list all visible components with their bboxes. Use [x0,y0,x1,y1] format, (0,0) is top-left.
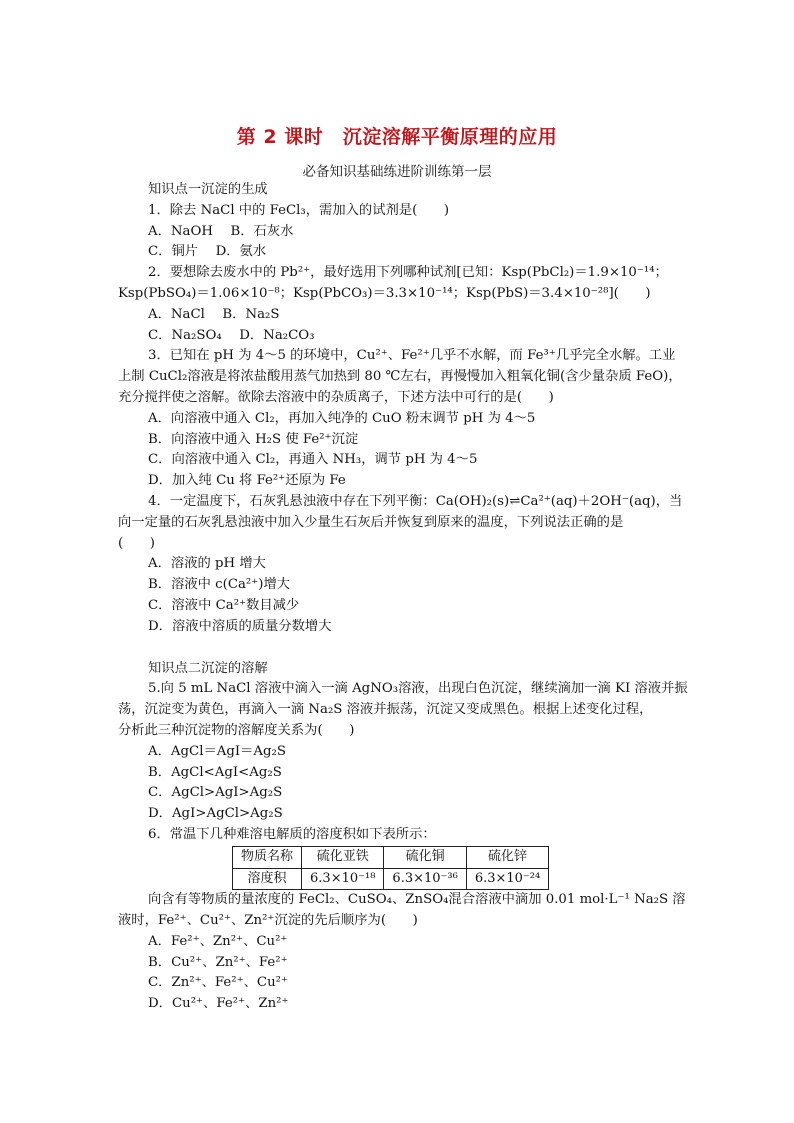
q4-option-b: B．溶液中 c(Ca²⁺)增大 [148,577,291,593]
q3-option-b: B．向溶液中通入 H₂S 使 Fe²⁺沉淀 [148,431,359,447]
q5-option-b: B．AgCl<AgI<Ag₂S [148,764,282,780]
q6-stem-after-line2: 液时，Fe²⁺、Cu²⁺、Zn²⁺沉淀的先后顺序为( ) [118,913,418,929]
question-content [118,180,688,1015]
q4-stem-line3: ( ) [118,535,155,551]
q6-option-b: B．Cu²⁺、Zn²⁺、Fe²⁺ [148,954,288,970]
q5-stem-line3: 分析此三种沉淀物的溶解度关系为( ) [118,722,355,738]
q5-stem-line2: 荡，沉淀变为黄色，再滴入一滴 Na₂S 溶液并振荡，沉淀又变成黑色。根据上述变化过程， [118,702,653,718]
section-heading-2: 知识点二沉淀的溶解 [148,660,268,676]
q1-options-ab: A．NaOH B．石灰水 [148,223,294,239]
q2-stem-line2: Ksp(PbSO₄)＝1.06×10⁻⁸；Ksp(PbCO₃)＝3.3×10⁻¹⁴；Ksp(PbS)＝3.4×10⁻²⁸]( ) [118,285,651,301]
q6-stem-after-line1: 向含有等物质的量浓度的 FeCl₂、CuSO₄、ZnSO₄混合溶液中滴加 0.01 mol·L⁻¹ Na₂S 溶 [148,892,686,908]
q3-stem-line2: 上制 CuCl₂溶液是将浓盐酸用蒸气加热到 80 ℃左右，再慢慢加入粗氧化铜(含少量杂质 FeO)， [118,369,682,385]
q5-option-c: C．AgCl>AgI>Ag₂S [148,785,283,801]
q3-option-a: A．向溶液中通入 Cl₂，再加入纯净的 CuO 粉末调节 pH 为 4～5 [148,410,536,426]
table-cell: 6.3×10⁻²⁴ [466,868,548,890]
q4-stem-line2: 向一定量的石灰乳悬浊液中加入少量生石灰后并恢复到原来的温度，下列说法正确的是 [118,514,624,530]
q3-option-c: C．向溶液中通入 Cl₂，再通入 NH₃，调节 pH 为 4～5 [148,452,478,468]
page-title: 第 2 课时 沉淀溶解平衡原理的应用 [236,126,558,148]
q4-stem-line1: 4．一定温度下，石灰乳悬浊液中存在下列平衡：Ca(OH)₂(s)⇌Ca²⁺(aq)＋2OH⁻(aq)，当 [148,493,683,509]
q3-stem-line1: 3．已知在 pH 为 4～5 的环境中，Cu²⁺、Fe²⁺几乎不水解，而 Fe³⁺几乎完全水解。工业 [148,348,676,364]
table-header-cell: 硫化锌 [466,846,548,868]
q5-option-d: D．AgI>AgCl>Ag₂S [148,806,283,822]
table-cell: 6.3×10⁻³⁶ [384,868,466,890]
table-cell: 溶度积 [233,868,302,890]
q5-stem-line1: 5.向 5 mL NaCl 溶液中滴入一滴 AgNO₃溶液，出现白色沉淀，继续滴加一滴 KI 溶液并振 [148,681,688,697]
q1-options-cd: C．铜片 D．氨水 [148,244,267,260]
q6-option-a: A．Fe²⁺、Zn²⁺、Cu²⁺ [148,933,288,949]
q3-option-d: D．加入纯 Cu 将 Fe²⁺还原为 Fe [148,473,346,489]
q6-option-d: D．Cu²⁺、Fe²⁺、Zn²⁺ [148,996,289,1012]
table-header-cell: 硫化亚铁 [302,846,384,868]
q6-option-c: C．Zn²⁺、Fe²⁺、Cu²⁺ [148,975,289,991]
section-heading-1: 知识点一沉淀的生成 [148,182,268,197]
q1-stem: 1．除去 NaCl 中的 FeCl₃，需加入的试剂是( ) [148,202,450,218]
table-header-cell: 硫化铜 [384,846,466,868]
q5-option-a: A．AgCl＝AgI＝Ag₂S [148,743,286,759]
table-header-row [233,846,549,868]
solubility-table [232,846,549,891]
table-row [233,868,549,890]
q4-option-d: D．溶液中溶质的质量分数增大 [148,618,332,634]
q2-options-cd: C．Na₂SO₄ D．Na₂CO₃ [148,327,315,343]
q3-stem-line3: 充分搅拌使之溶解。欲除去溶液中的杂质离子，下述方法中可行的是( ) [118,389,554,405]
q2-stem-line1: 2．要想除去废水中的 Pb²⁺，最好选用下列哪种试剂[已知：Ksp(PbCl₂)＝1.9×10⁻¹⁴； [148,265,668,281]
section-spacer [118,638,678,659]
q2-options-ab: A．NaCl B．Na₂S [148,306,280,322]
q4-option-a: A．溶液的 pH 增大 [148,556,266,572]
q6-stem: 6．常温下几种难溶电解质的溶度积如下表所示： [148,826,436,842]
table-header-cell: 物质名称 [233,846,302,868]
page-subtitle: 必备知识基础练进阶训练第一层 [302,164,492,180]
table-cell: 6.3×10⁻¹⁸ [302,868,384,890]
q4-option-c: C．溶液中 Ca²⁺数目减少 [148,597,300,613]
